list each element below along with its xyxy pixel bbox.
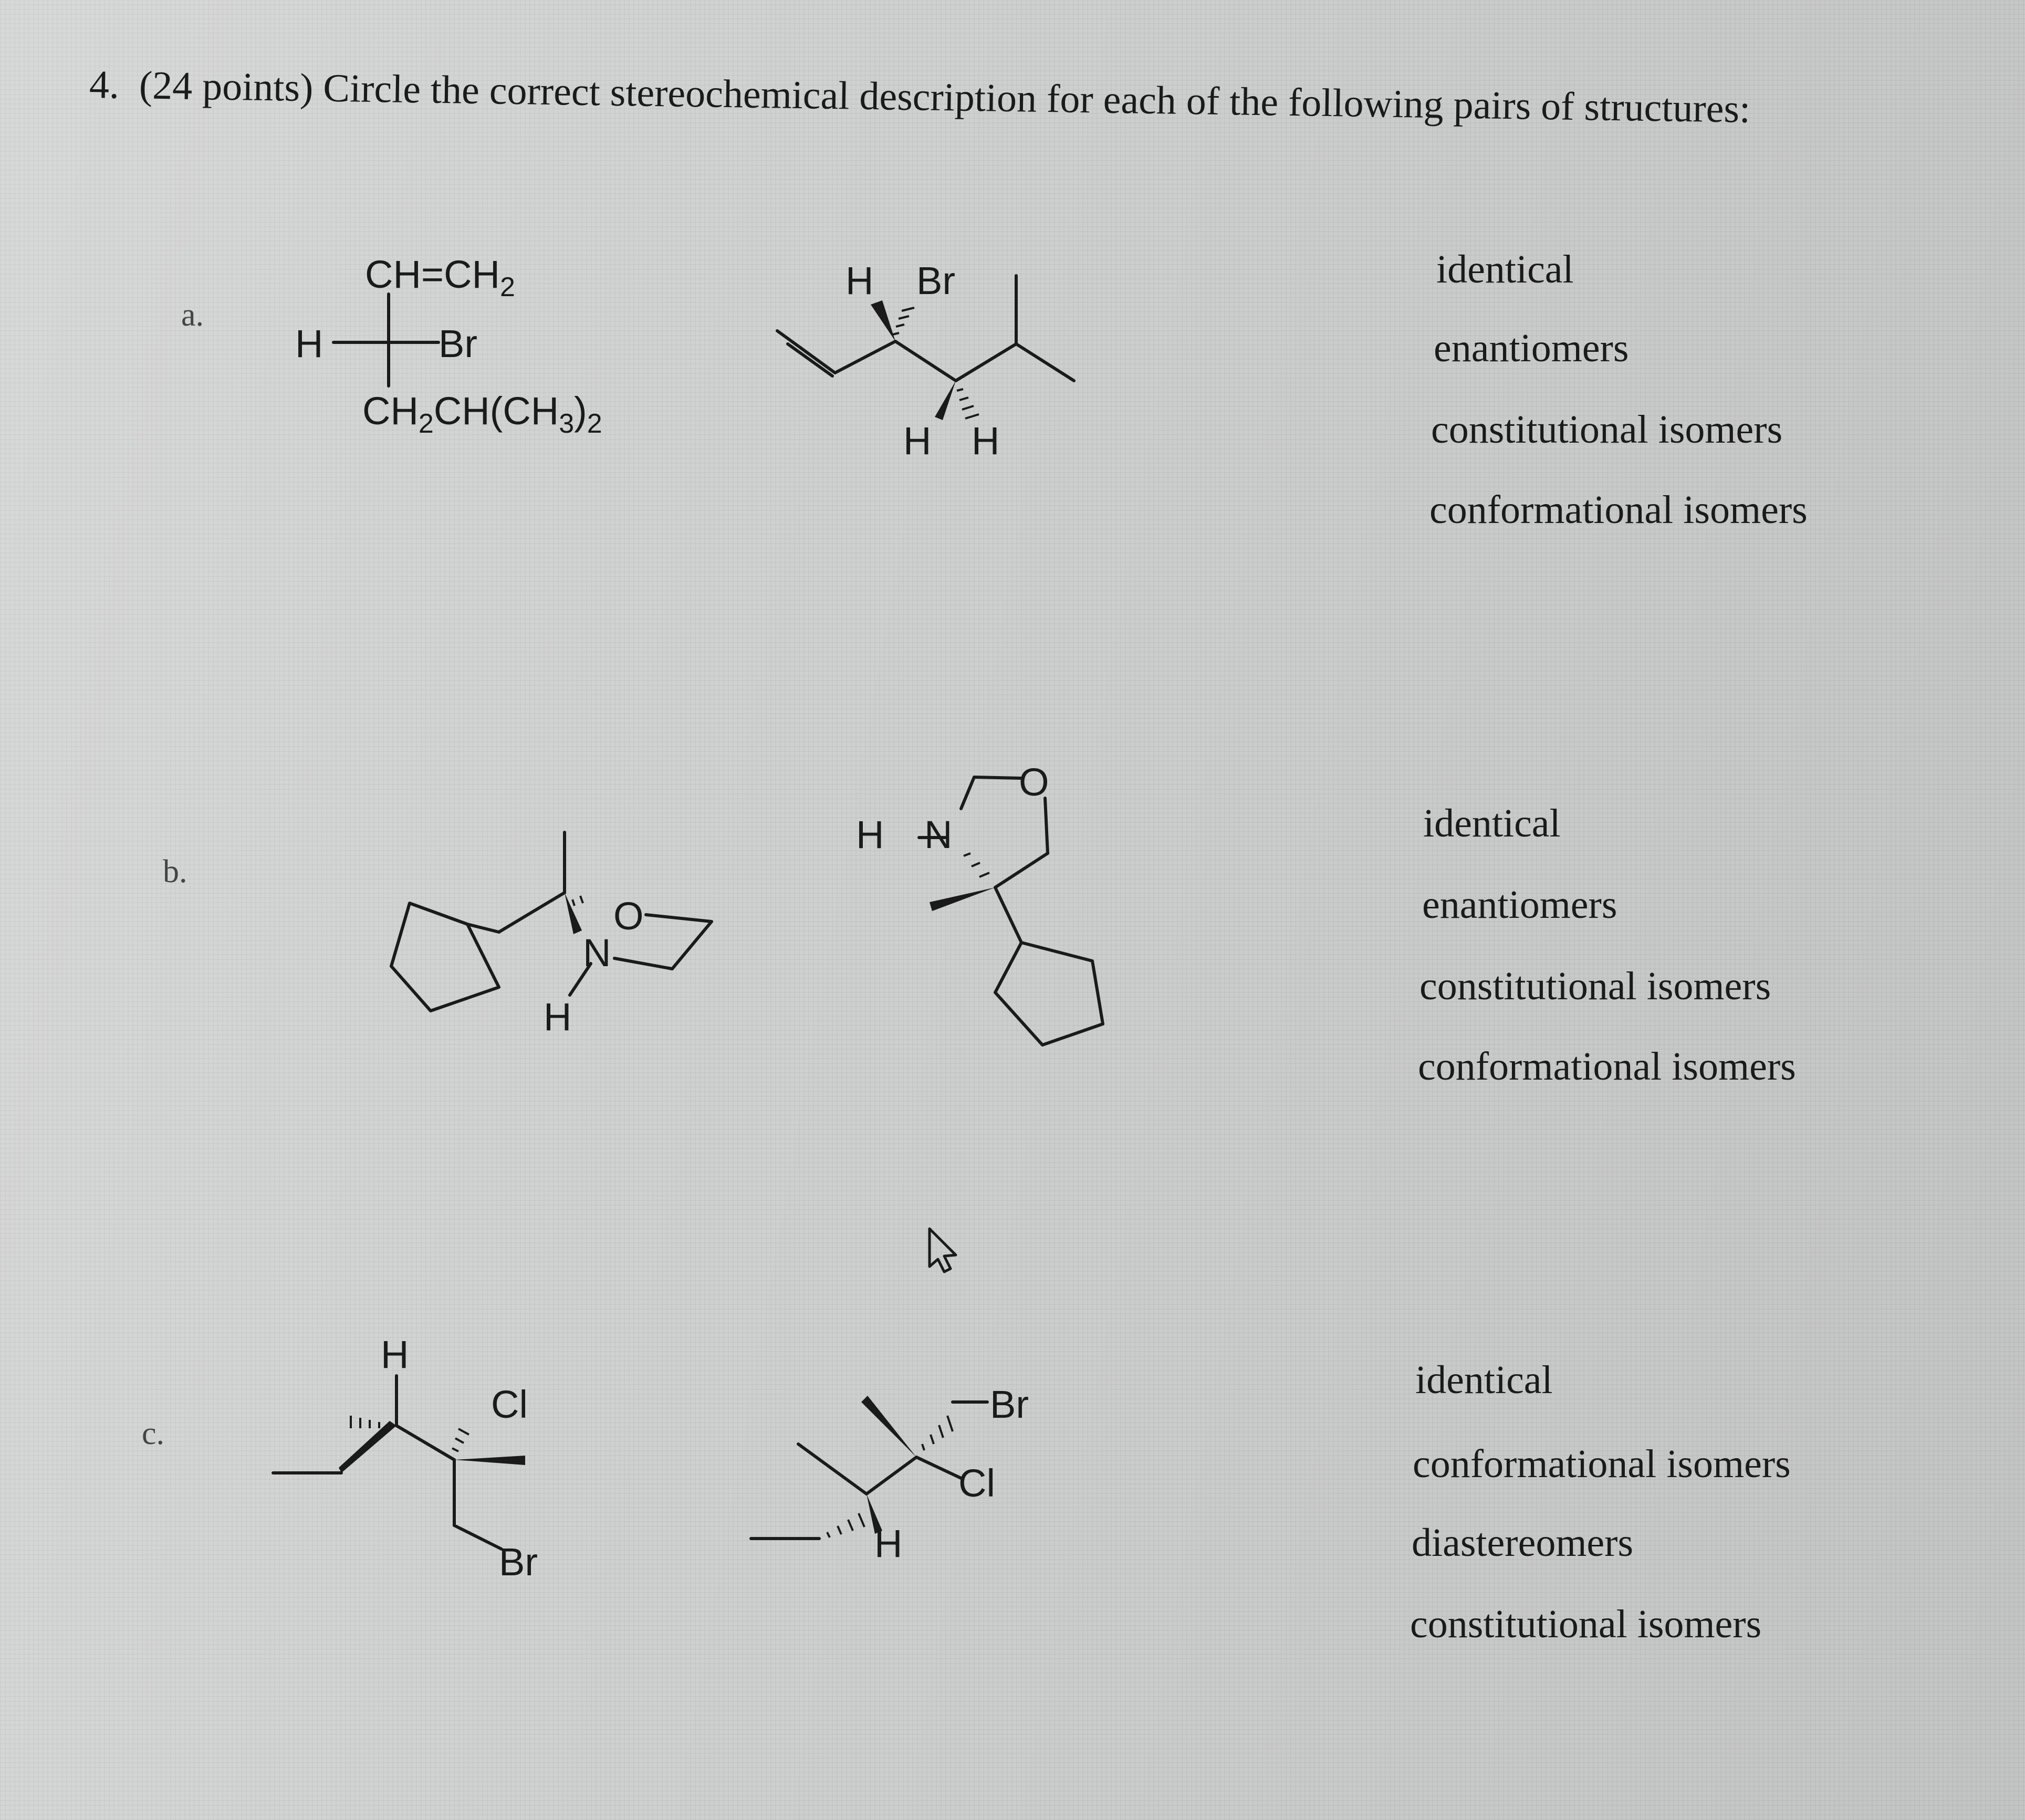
- part-a-option-enantiomers[interactable]: enantiomers: [1434, 326, 1629, 370]
- atom-o: O: [1019, 760, 1049, 804]
- atom-n: N: [583, 931, 611, 975]
- atom-h: H: [874, 1522, 903, 1565]
- atom-h-bottom-left: H: [903, 419, 932, 463]
- part-c-left-structure: [273, 1333, 538, 1584]
- atom-cl: Cl: [491, 1383, 528, 1426]
- part-c-option-identical[interactable]: identical: [1415, 1358, 1553, 1402]
- fischer-left-atom: H: [295, 322, 323, 365]
- mouse-pointer-icon: [930, 1229, 956, 1272]
- atom-br: Br: [990, 1383, 1029, 1426]
- part-a-skeletal-structure: [777, 259, 1074, 463]
- atom-h: H: [856, 813, 884, 856]
- hash-bond-br: [893, 308, 914, 334]
- atom-n: N: [924, 813, 953, 856]
- part-b-label: b.: [163, 854, 187, 890]
- part-a-label: a.: [181, 297, 204, 333]
- part-b-option-constitutional-isomers[interactable]: constitutional isomers: [1419, 964, 1771, 1008]
- part-b-right-structure: [856, 760, 1103, 1045]
- atom-br: Br: [499, 1540, 538, 1584]
- fischer-top-group: $CH=CH_2$: [365, 253, 515, 302]
- part-b-left-structure: [391, 832, 712, 1039]
- part-b-option-enantiomers[interactable]: enantiomers: [1422, 883, 1617, 927]
- atom-h-bottom-right: H: [972, 419, 1000, 463]
- atom-br: Br: [916, 259, 955, 302]
- atom-h: H: [544, 995, 572, 1039]
- hash-bond-h: [957, 389, 979, 419]
- atom-h: H: [381, 1333, 409, 1376]
- part-b-option-identical[interactable]: identical: [1423, 801, 1561, 845]
- question-text: (24 points) Circle the correct stereochemical description for each of the following pairs of structures:: [139, 63, 1751, 131]
- part-a-option-conformational-isomers[interactable]: conformational isomers: [1429, 488, 1808, 532]
- part-b-option-conformational-isomers[interactable]: conformational isomers: [1418, 1044, 1796, 1089]
- part-c-right-structure: [751, 1383, 1029, 1565]
- part-c-option-diastereomers[interactable]: diastereomers: [1412, 1521, 1634, 1565]
- atom-h-top: H: [846, 259, 874, 302]
- part-a-fischer-projection: [295, 253, 602, 439]
- question-number: 4.: [89, 62, 120, 107]
- part-c-option-constitutional-isomers[interactable]: constitutional isomers: [1410, 1602, 1762, 1646]
- atom-cl: Cl: [958, 1461, 995, 1505]
- part-a-option-constitutional-isomers[interactable]: constitutional isomers: [1431, 407, 1783, 452]
- part-a-option-identical[interactable]: identical: [1436, 247, 1574, 291]
- part-c-label: c.: [142, 1416, 165, 1451]
- atom-o: O: [613, 894, 644, 938]
- fischer-right-atom: Br: [439, 322, 477, 365]
- part-c-option-conformational-isomers[interactable]: conformational isomers: [1413, 1442, 1791, 1486]
- fischer-bottom-group: $CH_2CH(CH_3)_2$: [362, 389, 602, 439]
